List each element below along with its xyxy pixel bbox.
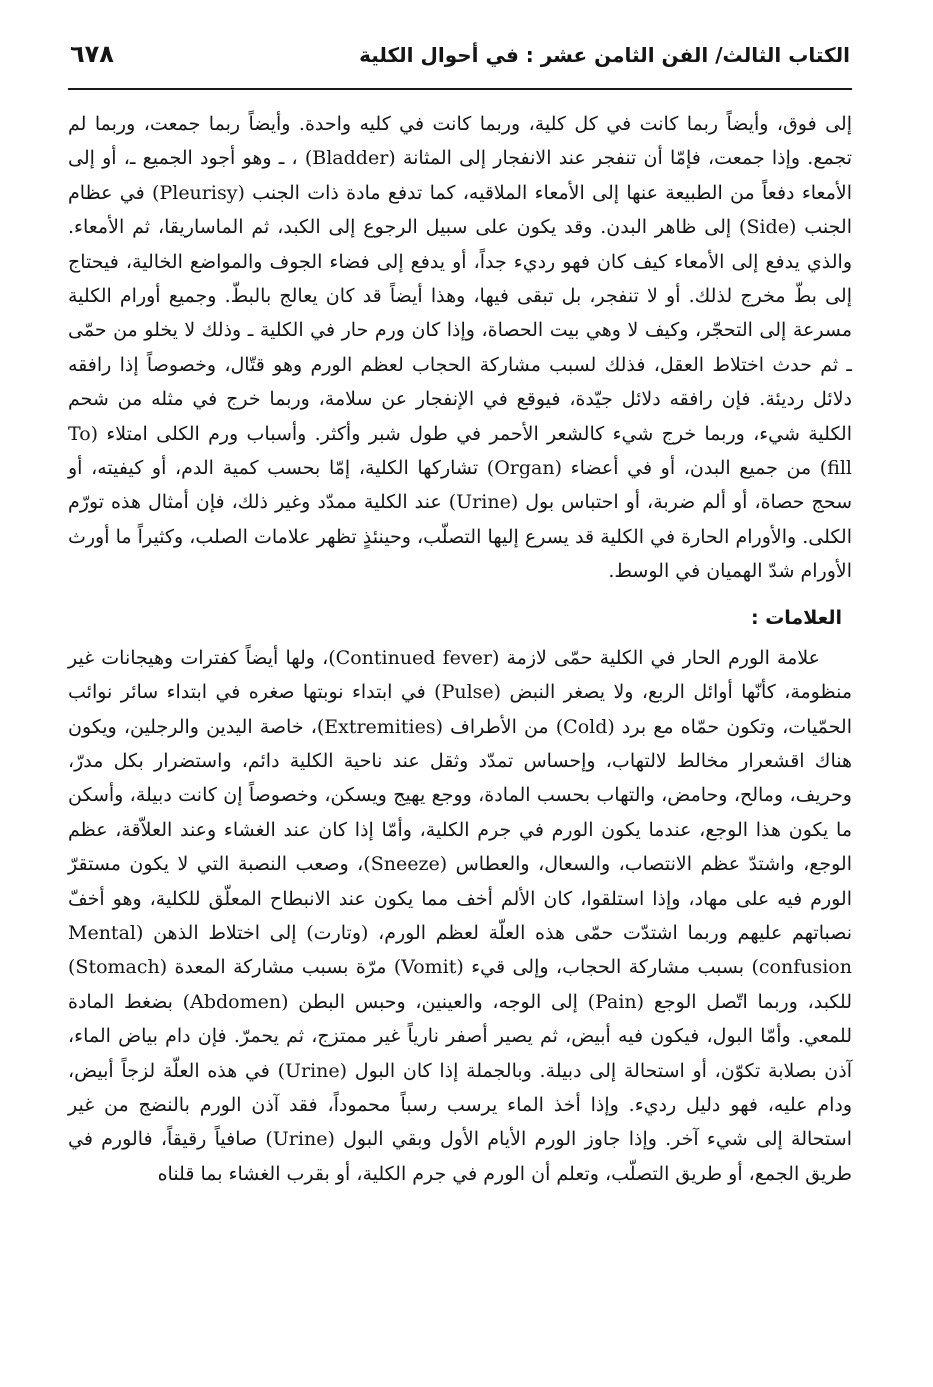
running-header <box>68 40 852 90</box>
paragraph-signs: علامة الورم الحار في الكلية حمّى لازمة (Continued fever)، ولها أيضاً كفترات وهيجانات غير منظومة، كأنّها أوائل الربع، ولا يصغر النبض (Pulse) في ابتداء نوبتها صغره في ابتداء سائر نوائب الحمّيات، وتكون حمّاه مع برد (Cold) من الأطراف (Extremities)، خاصة اليدين والرجلين، ويكون هناك اقشعرار مخالط لالتهاب، وإحساس تمدّد وثقل عند ناحية الكلية دائم، واستضرار بكل مدرّ، وحريف، ومالح، وحامض، والتهاب بحسب المادة، ووجع يهيج ويسكن، وخصوصاً إن كانت دبيلة، وأسكن ما يكون هذا الوجع، عندما يكون الورم في جرم الكلية، وأمّا إذا كان عند الغشاء وعند العلاّقة، عظم الوجع، واشتدّ عظم الانتصاب، والسعال، والعطاس (Sneeze)، وصعب النصبة التي لا يكون مستقرّ الورم فيه على مهاد، وإذا استلقوا، كان الألم أخف مما يكون عند الانبطاح المعلّق للكلية، وهو أخفّ نصباتهم عليهم وربما اشتدّت حمّى هذه العلّة لعظم الورم، (وتارت) إلى اختلاط الذهن (Mental confusion) بسبب مشاركة الحجاب، وإلى قيء (Vomit) مرّة بسبب مشاركة المعدة (Stomach) للكبد، وربما اتّصل الوجع (Pain) إلى الوجه، والعينين، وحبس البطن (Abdomen) بضغط المادة للمعي. وأمّا البول، فيكون فيه أبيض، ثم يصير أصفر نارياً غير ممتزج، ثم يحمرّ. فإن دام بياض الماء، آذن بصلابة تكوّن، أو استحالة إلى دبيلة. وبالجملة إذا كان البول (Urine) في هذه العلّة لزجاً أبيض، ودام عليه، فهو دليل رديء. وإذا أخذ الماء يرسب رسباً محموداً، فقد آذن الورم بالنضج من غير استحالة إلى شيء آخر. وإذا جاوز الورم الأيام الأول وبقي البول (Urine) صافياً رقيقاً، فالورم في طريق الجمع، أو طريق التصلّب، وتعلم أن الورم في جرم الكلية، أو بقرب الغشاء بما قلناه <box>68 646 852 1185</box>
section-heading-signs: العلامات : <box>750 606 842 629</box>
paragraph-continuation: إلى فوق، وأيضاً ربما كانت في كل كلية، وربما كانت في كليه واحدة. وأيضاً ربما جمعت، وربما لم تجمع. وإذا جمعت، فإمّا أن تنفجر عند الانفجار إلى المثانة (Bladder) ، ـ وهو أجود الجميع ـ، أو إلى الأمعاء دفعاً من الطبيعة عنها إلى الأمعاء الملاقيه، كما تدفع مادة ذات الجنب (Pleurisy) في عظام الجنب (Side) إلى ظاهر البدن. وقد يكون على سبيل الرجوع إلى الكبد، ثم الماساريقا، ثم الأمعاء. والذي يدفع إلى الأمعاء كيف كان فهو رديء جداً، أو يدفع إلى فضاء الجوف والمواضع الخالية، فيحتاج إلى بطّ مخرج لذلك. أو لا تنفجر، بل تبقى فيها، وهذا أيضاً قد كان يعالج بالبطّ. وجميع أورام الكلية مسرعة إلى التحجّر، وكيف لا وهي بيت الحصاة، وإذا كان ورم حار في الكلية ـ وذلك لا يخلو من حمّى ـ ثم حدث اختلاط العقل، فذلك لسبب مشاركة الحجاب لعظم الورم وهو قتّال، وخصوصاً إذا رافقه دلائل رديئة. فإن رافقه دلائل جيّدة، فيوقع في الإنفجار عن سلامة، وربما خرج في مثله من شحم الكلية شيء، وربما خرج شيء كالشعر الأحمر في طول شبر وأكثر. وأسباب ورم الكلى امتلاء (To fill) من جميع البدن، أو في أعضاء (Organ) تشاركها الكلية، إمّا بحسب كمية الدم، أو كيفيته، أو سحج حصاة، أو ألم ضربة، أو احتباس بول (Urine) عند الكلية ممدّد وغير ذلك، فإن أمثال هذه تورّم الكلى. والأورام الحارة في الكلية قد يسرع إليها التصلّب، وحينئذٍ تظهر علامات الصلب، وكثيراً ما أورث الأورام شدّ الهميان في الوسط. <box>68 113 853 583</box>
book-page <box>68 40 852 1191</box>
chapter-title: الكتاب الثالث/ الفن الثامن عشر : في أحوال الكلية <box>359 43 850 67</box>
page-number: ٦٧٨ <box>70 40 114 68</box>
body-text <box>68 107 852 1191</box>
